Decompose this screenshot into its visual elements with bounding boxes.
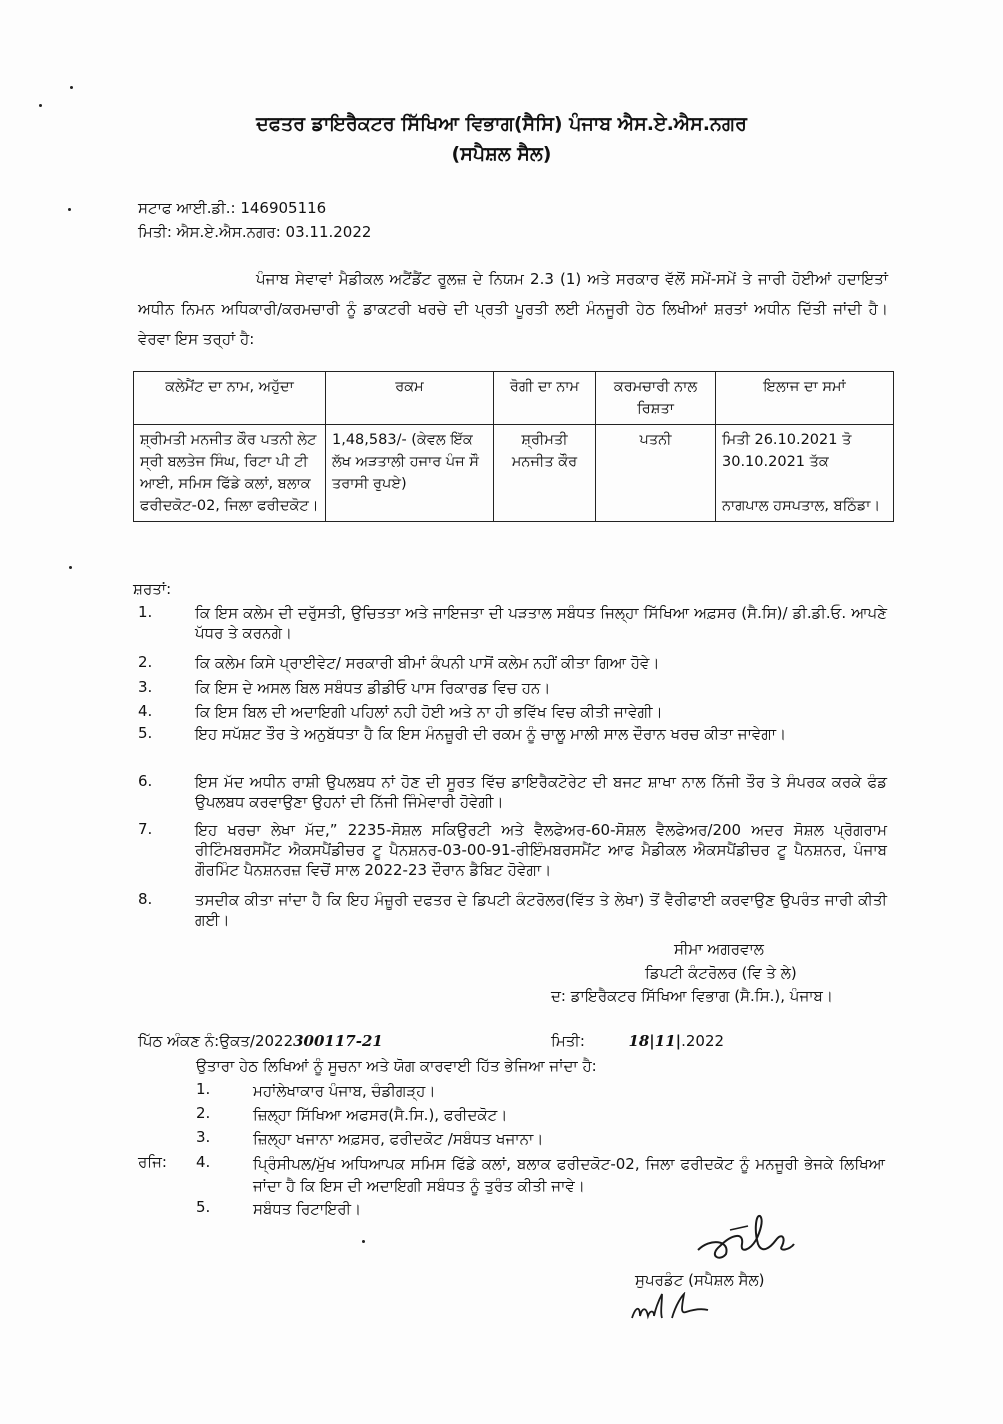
cell-claimant: ਸ਼੍ਰੀਮਤੀ ਮਨਜੀਤ ਕੌਰ ਪਤਨੀ ਲੇਟ ਸ੍ਰੀ ਬਲਤੇਜ ਸਿੰਘ, ਰਿਟਾ ਪੀ ਟੀ ਆਈ, ਸਮਿਸ ਫਿੱਡੇ ਕਲਾਂ, ਬਲਾਕ ਫਰੀਦਕੋਟ-02, ਜਿਲਾ ਫਰੀਦਕੋਟ। — [134, 425, 326, 522]
condition-text: ਕਿ ਇਸ ਕਲੇਮ ਦੀ ਦਰੁੱਸਤੀ, ਉਚਿਤਤਾ ਅਤੇ ਜਾਇਜਤਾ ਦੀ ਪੜਤਾਲ ਸਬੰਧਤ ਜਿਲ੍ਹਾ ਸਿੱਖਿਆ ਅਫ਼ਸਰ (ਸੈ.ਸਿ)/ ਡੀ.ਡੀ.ਓ. ਆਪਣੇ ਪੱਧਰ ਤੇ ਕਰਨਗੇ। — [195, 604, 887, 642]
recipient-text: ਪ੍ਰਿੰਸੀਪਲ/ਮੁੱਖ ਅਧਿਆਪਕ ਸਮਿਸ ਫਿੱਡੇ ਕਲਾਂ, ਬਲਾਕ ਫਰੀਦਕੋਟ-02, ਜਿਲਾ ਫਰੀਦਕੋਟ ਨੂੰ ਮਨਜੂਰੀ ਭੇਜਕੇ ਲਿਖਿਆ ਜਾਂਦਾ ਹੈ ਕਿ ਇਸ ਦੀ ਅਦਾਇਗੀ ਸਬੰਧਤ ਨੂੰ ਤੁਰੰਤ ਕੀਤੀ ਜਾਵੇ। — [253, 1155, 885, 1195]
endorsement-number — [138, 1032, 383, 1050]
recipient-number: 5. — [196, 1198, 211, 1216]
endorsement-date-year: .2022 — [681, 1032, 725, 1050]
condition-number: 7. — [138, 820, 153, 838]
scan-dot — [68, 208, 71, 211]
endorsement-intro: ਉਤਾਰਾ ਹੇਠ ਲਿਖਿਆਂ ਨੂੰ ਸੂਚਨਾ ਅਤੇ ਯੋਗ ਕਾਰਵਾਈ ਹਿੱਤ ਭੇਜਿਆ ਜਾਂਦਾ ਹੈ: — [196, 1057, 597, 1075]
recipient-text: ਜ਼ਿਲ੍ਹਾ ਖਜਾਨਾ ਅਫ਼ਸਰ, ਫਰੀਦਕੋਟ /ਸਬੰਧਤ ਖਜਾਨਾ। — [253, 1130, 544, 1148]
recipient-text: ਸਬੰਧਤ ਰਿਟਾਇਰੀ। — [253, 1200, 362, 1218]
recipient-number: 2. — [196, 1104, 211, 1122]
table-row — [134, 425, 894, 522]
cell-patient: ਸ਼੍ਰੀਮਤੀ ਮਨਜੀਤ ਕੌਰ — [494, 425, 596, 522]
signatory-name: ਸੀਮਾ ਅਗਰਵਾਲ — [674, 940, 764, 958]
condition-number: 8. — [138, 890, 153, 908]
office-subtitle: (ਸਪੈਸ਼ਲ ਸੈਲ) — [451, 143, 552, 165]
signatory-designation: ਡਿਪਟੀ ਕੰਟਰੋਲਰ (ਵਿ ਤੇ ਲੇ) — [645, 964, 797, 982]
endorsement-date-handwritten: 18|11| — [628, 1032, 682, 1050]
letter-date: ਮਿਤੀ: ਐਸ.ਏ.ਐਸ.ਨਗਰ: 03.11.2022 — [138, 223, 372, 241]
scan-dot — [70, 86, 73, 89]
condition-number: 4. — [138, 702, 153, 720]
condition-text: ਕਿ ਕਲੇਮ ਕਿਸੇ ਪ੍ਰਾਈਵੇਟ/ ਸਰਕਾਰੀ ਬੀਮਾਂ ਕੰਪਨੀ ਪਾਸੋਂ ਕਲੇਮ ਨਹੀਂ ਕੀਤਾ ਗਿਆ ਹੋਵੇ। — [195, 654, 660, 672]
endorsement-number-label: ਪਿੱਠ ਅੰਕਣ ਨੰ:ਉਕਤ/2022 — [138, 1032, 294, 1050]
condition-number: 2. — [138, 653, 153, 671]
initials-signature — [628, 1292, 718, 1326]
condition-number: 5. — [138, 724, 153, 742]
registered-label: ਰਜਿ: — [138, 1153, 167, 1171]
scan-dot — [69, 566, 72, 569]
staff-id: ਸਟਾਫ ਆਈ.ਡੀ.: 146905116 — [138, 199, 327, 217]
condition-text: ਕਿ ਇਸ ਬਿਲ ਦੀ ਅਦਾਇਗੀ ਪਹਿਲਾਂ ਨਹੀ ਹੋਈ ਅਤੇ ਨਾ ਹੀ ਭਵਿੱਖ ਵਿਚ ਕੀਤੀ ਜਾਵੇਗੀ। — [195, 703, 663, 721]
superintendent-designation: ਸੁਪਰਡੰਟ (ਸਪੈਸ਼ਲ ਸੈਲ) — [635, 1271, 765, 1289]
col-claimant: ਕਲੇਮੈਂਟ ਦਾ ਨਾਮ, ਅਹੁੱਦਾ — [134, 372, 326, 425]
col-amount: ਰਕਮ — [326, 372, 494, 425]
condition-text: ਤਸਦੀਕ ਕੀਤਾ ਜਾਂਦਾ ਹੈ ਕਿ ਇਹ ਮੰਜ਼ੂਰੀ ਦਫਤਰ ਦੇ ਡਿਪਟੀ ਕੰਟਰੋਲਰ(ਵਿੱਤ ਤੇ ਲੇਖਾ) ਤੋਂ ਵੈਰੀਫਾਈ ਕਰਵਾਉਣ ਉਪਰੰਤ ਜਾਰੀ ਕੀਤੀ ਗਈ। — [195, 891, 887, 929]
office-title: ਦਫਤਰ ਡਾਇਰੈਕਟਰ ਸਿੱਖਿਆ ਵਿਭਾਗ(ਸੈਸਿ) ਪੰਜਾਬ ਐਸ.ਏ.ਐਸ.ਨਗਰ — [256, 113, 747, 135]
condition-number: 6. — [138, 772, 153, 790]
recipient-text: ਮਹਾਂਲੇਖਾਕਾਰ ਪੰਜਾਬ, ਚੰਡੀਗੜ੍ਹ। — [253, 1082, 436, 1100]
condition-text: ਇਹ ਸਪੱਸ਼ਟ ਤੌਰ ਤੇ ਅਨੁਬੱਧਤਾ ਹੈ ਕਿ ਇਸ ਮੰਨਜ਼ੂਰੀ ਦੀ ਰਕਮ ਨੂੰ ਚਾਲੂ ਮਾਲੀ ਸਾਲ ਦੌਰਾਨ ਖਰਚ ਕੀਤਾ ਜਾਵੇਗਾ। — [195, 725, 787, 743]
cell-amount: 1,48,583/- (ਕੇਵਲ ਇੱਕ ਲੱਖ ਅੜਤਾਲੀ ਹਜਾਰ ਪੰਜ ਸੌ ਤਰਾਸੀ ਰੁਪਏ) — [326, 425, 494, 522]
claims-table — [133, 371, 894, 522]
condition-number: 1. — [138, 603, 153, 621]
col-period: ਇਲਾਜ ਦਾ ਸਮਾਂ — [716, 372, 894, 425]
condition-text: ਇਸ ਮੱਦ ਅਧੀਨ ਰਾਸ਼ੀ ਉਪਲਬਧ ਨਾਂ ਹੋਣ ਦੀ ਸੂਰਤ ਵਿੱਚ ਡਾਇਰੈਕਟੋਰੇਟ ਦੀ ਬਜਟ ਸ਼ਾਖਾ ਨਾਲ ਨਿੱਜੀ ਤੌਰ ਤੇ ਸੰਪਰਕ ਕਰਕੇ ਫੰਡ ਉਪਲਬਧ ਕਰਵਾਉਣਾ ਉਹਨਾਂ ਦੀ ਨਿੱਜੀ ਜਿੰਮੇਵਾਰੀ ਹੋਵੇਗੀ। — [195, 773, 887, 811]
recipient-number: 3. — [196, 1128, 211, 1146]
treatment-dates: ਮਿਤੀ 26.10.2021 ਤੋ 30.10.2021 ਤੱਕ — [722, 432, 852, 470]
endorsement-number-handwritten: 300117-21 — [293, 1032, 383, 1050]
scan-dot — [39, 104, 42, 107]
condition-number: 3. — [138, 678, 153, 696]
intro-text: ਪੰਜਾਬ ਸੇਵਾਵਾਂ ਮੈਡੀਕਲ ਅਟੈਂਡੈਂਟ ਰੂਲਜ਼ ਦੇ ਨਿਯਮ 2.3 (1) ਅਤੇ ਸਰਕਾਰ ਵੱਲੋਂ ਸਮੇਂ-ਸਮੇਂ ਤੇ ਜਾਰੀ ਹੋਈਆਂ ਹਦਾਇਤਾਂ ਅਧੀਨ ਨਿਮਨ ਅਧਿਕਾਰੀ/ਕਰਮਚਾਰੀ ਨੂੰ ਡਾਕਟਰੀ ਖਰਚੇ ਦੀ ਪ੍ਰਤੀ ਪੂਰਤੀ ਲਈ ਮੰਨਜੂਰੀ ਹੇਠ ਲਿਖੀਆਂ ਸ਼ਰਤਾਂ ਅਧੀਨ ਦਿੱਤੀ ਜਾਂਦੀ ਹੈ। ਵੇਰਵਾ ਇਸ ਤਰ੍ਹਾਂ ਹੈ: — [138, 270, 888, 348]
cell-period — [716, 425, 894, 522]
recipient-number: 1. — [196, 1080, 211, 1098]
col-relation: ਕਰਮਚਾਰੀ ਨਾਲ ਰਿਸ਼ਤਾ — [596, 372, 716, 425]
recipient-number: 4. — [196, 1153, 211, 1171]
endorsement-date-label: ਮਿਤੀ: — [551, 1032, 585, 1050]
col-patient: ਰੋਗੀ ਦਾ ਨਾਮ — [494, 372, 596, 425]
endorsement-date — [551, 1032, 724, 1050]
cell-relation: ਪਤਨੀ — [596, 425, 716, 522]
hospital-name: ਨਾਗਪਾਲ ਹਸਪਤਾਲ, ਬਠਿੰਡਾ। — [722, 498, 881, 514]
conditions-label: ਸ਼ਰਤਾਂ: — [133, 580, 172, 598]
scan-dot — [362, 1240, 365, 1243]
condition-text: ਇਹ ਖਰਚਾ ਲੇਖਾ ਮੱਦ,” 2235-ਸੋਸ਼ਲ ਸਕਿਉਰਟੀ ਅਤੇ ਵੈਲਫੇਅਰ-60-ਸੋਸ਼ਲ ਵੈਲਫੇਅਰ/200 ਅਦਰ ਸੋਸ਼ਲ ਪ੍ਰੋਗਰਾਮ ਰੀਟਿੰਮਬਰਸਮੈਂਟ ਐਕਸਪੈਂਡੀਚਰ ਟੂ ਪੈਨਸ਼ਨਰ-03-00-91-ਰੀਇੰਮਬਰਸਮੈਂਟ ਆਫ ਮੈਡੀਕਲ ਐਕਸਪੈਂਡੀਚਰ ਟੂ ਪੈਨਸ਼ਨਰ, ਪੰਜਾਬ ਗੌਰਮਿੰਟ ਪੈਨਸ਼ਨਰਜ਼ ਵਿਚੋਂ ਸਾਲ 2022-23 ਦੌਰਾਨ ਡੈਬਿਟ ਹੋਵੇਗਾ। — [195, 821, 887, 879]
intro-paragraph — [138, 264, 888, 354]
signatory-office: ਦ: ਡਾਇਰੈਕਟਰ ਸਿੱਖਿਆ ਵਿਭਾਗ (ਸੈ.ਸਿ.), ਪੰਜਾਬ। — [551, 987, 834, 1005]
recipient-text: ਜ਼ਿਲ੍ਹਾ ਸਿੱਖਿਆ ਅਫਸਰ(ਸੈ.ਸਿ.), ਫਰੀਦਕੋਟ। — [253, 1106, 508, 1124]
superintendent-signature — [690, 1210, 800, 1270]
table-header-row — [134, 372, 894, 425]
condition-text: ਕਿ ਇਸ ਦੇ ਅਸਲ ਬਿਲ ਸਬੰਧਤ ਡੀਡੀਓ ਪਾਸ ਰਿਕਾਰਡ ਵਿਚ ਹਨ। — [195, 679, 551, 697]
